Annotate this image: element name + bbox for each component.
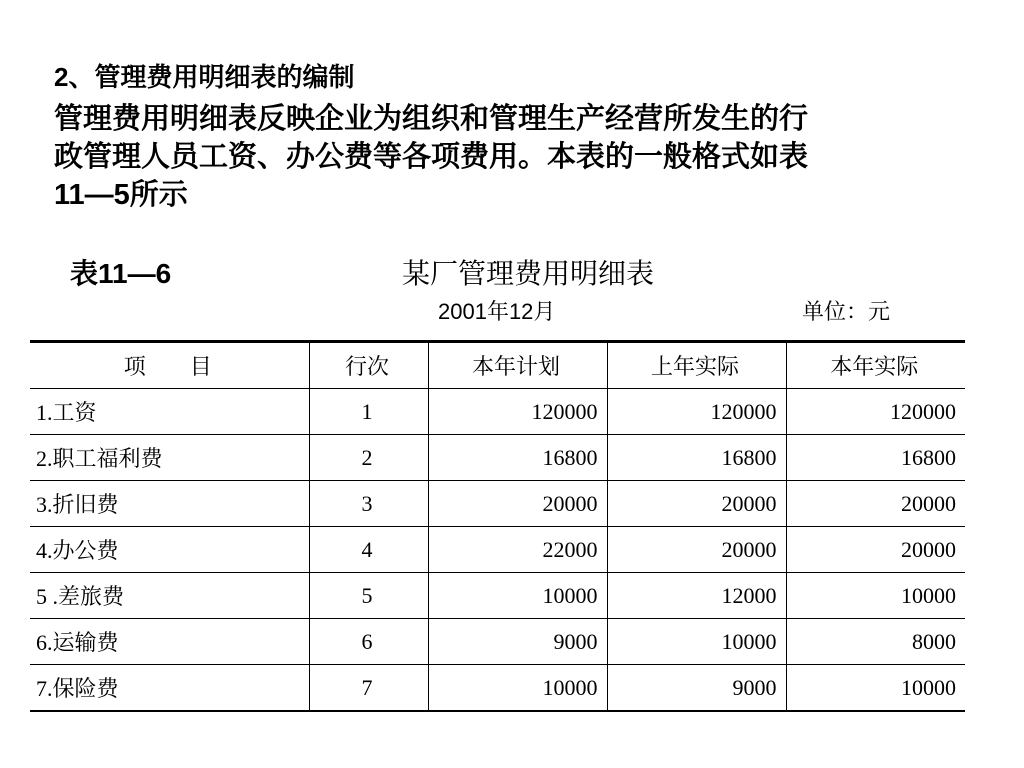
description-paragraph bbox=[54, 100, 964, 214]
header-item-char-1: 项 bbox=[123, 354, 146, 379]
row-actual: 16800 bbox=[786, 435, 965, 481]
row-actual: 120000 bbox=[786, 389, 965, 435]
table-unit: 单位：元 bbox=[802, 299, 891, 324]
row-item: 5 .差旅费 bbox=[30, 573, 309, 619]
row-plan: 16800 bbox=[428, 435, 607, 481]
table-row bbox=[30, 527, 965, 573]
table-row bbox=[30, 665, 965, 712]
header-actual-last-year: 上年实际 bbox=[607, 342, 786, 389]
row-last-actual: 16800 bbox=[607, 435, 786, 481]
row-line-no: 5 bbox=[309, 573, 428, 619]
table-header-row bbox=[30, 342, 965, 389]
row-actual: 20000 bbox=[786, 527, 965, 573]
row-plan: 10000 bbox=[428, 665, 607, 712]
row-last-actual: 20000 bbox=[607, 481, 786, 527]
paragraph-line-2: 政管理人员工资、办公费等各项费用。本表的一般格式如表 bbox=[54, 141, 809, 173]
row-line-no: 4 bbox=[309, 527, 428, 573]
table-number: 表11—6 bbox=[70, 258, 172, 289]
table-row bbox=[30, 435, 965, 481]
row-line-no: 2 bbox=[309, 435, 428, 481]
row-item: 7.保险费 bbox=[30, 665, 309, 712]
table-title: 某厂管理费用明细表 bbox=[402, 258, 655, 289]
header-item-char-2: 目 bbox=[189, 354, 212, 379]
row-plan: 20000 bbox=[428, 481, 607, 527]
section-heading: 2、管理费用明细表的编制 bbox=[54, 62, 355, 92]
row-item: 2.职工福利费 bbox=[30, 435, 309, 481]
row-item: 4.办公费 bbox=[30, 527, 309, 573]
row-last-actual: 20000 bbox=[607, 527, 786, 573]
table-row bbox=[30, 573, 965, 619]
row-last-actual: 120000 bbox=[607, 389, 786, 435]
row-actual: 20000 bbox=[786, 481, 965, 527]
row-line-no: 7 bbox=[309, 665, 428, 712]
table-row bbox=[30, 389, 965, 435]
row-plan: 10000 bbox=[428, 573, 607, 619]
expense-detail-table bbox=[30, 340, 965, 712]
header-plan-this-year: 本年计划 bbox=[428, 342, 607, 389]
row-line-no: 3 bbox=[309, 481, 428, 527]
row-plan: 22000 bbox=[428, 527, 607, 573]
row-item: 1.工资 bbox=[30, 389, 309, 435]
table-row bbox=[30, 481, 965, 527]
paragraph-line-3: 11—5所示 bbox=[54, 179, 188, 211]
row-item: 3.折旧费 bbox=[30, 481, 309, 527]
row-line-no: 6 bbox=[309, 619, 428, 665]
header-line-no: 行次 bbox=[309, 342, 428, 389]
row-last-actual: 10000 bbox=[607, 619, 786, 665]
row-plan: 120000 bbox=[428, 389, 607, 435]
paragraph-line-1: 管理费用明细表反映企业为组织和管理生产经营所发生的行 bbox=[54, 103, 809, 135]
header-actual-this-year: 本年实际 bbox=[786, 342, 965, 389]
row-actual: 10000 bbox=[786, 573, 965, 619]
row-plan: 9000 bbox=[428, 619, 607, 665]
row-line-no: 1 bbox=[309, 389, 428, 435]
row-last-actual: 9000 bbox=[607, 665, 786, 712]
row-actual: 10000 bbox=[786, 665, 965, 712]
row-item: 6.运输费 bbox=[30, 619, 309, 665]
table-date: 2001年12月 bbox=[438, 299, 556, 324]
header-item bbox=[30, 342, 309, 389]
row-last-actual: 12000 bbox=[607, 573, 786, 619]
table-row bbox=[30, 619, 965, 665]
row-actual: 8000 bbox=[786, 619, 965, 665]
